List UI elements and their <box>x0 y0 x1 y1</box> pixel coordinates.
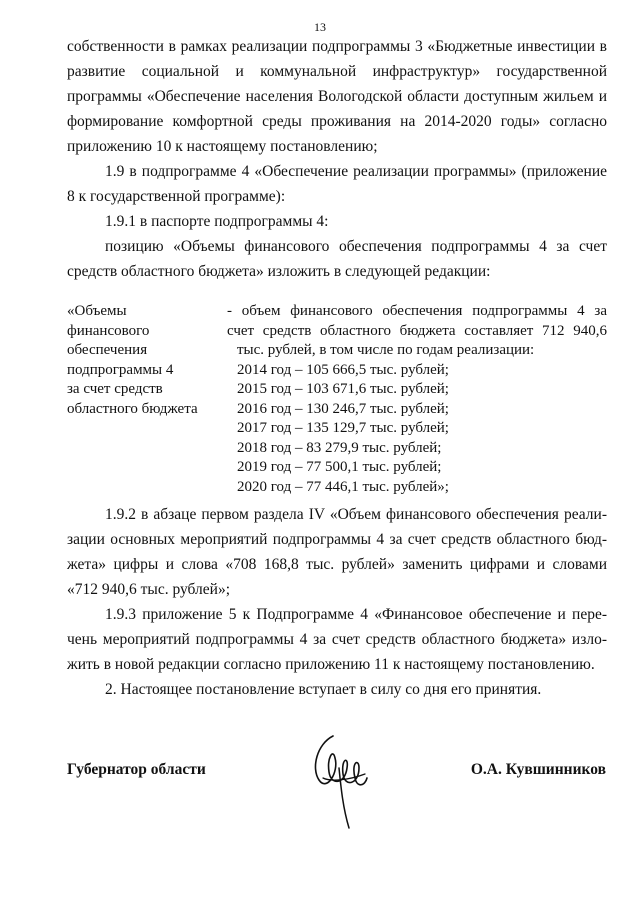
page-number: 13 <box>314 20 326 34</box>
table-label-line: подпрограммы 4 <box>67 361 174 378</box>
table-label-line: за счет средств <box>67 381 163 397</box>
text-line: 8 к государственной программе): <box>67 188 286 205</box>
text-line: «712 940,6 тыс. рублей»; <box>67 581 230 598</box>
funding-table-value <box>227 302 607 497</box>
text-line: программы «Обеспечение населения Вологодской области доступным жильем и <box>67 88 607 105</box>
signatory-name: О.А. Кувшинников <box>470 761 606 778</box>
table-label-line: финансового <box>67 322 150 339</box>
table-label-line: обеспечения <box>67 342 148 358</box>
table-value-line: счет средств областного бюджета составляет 712 940,6 <box>227 322 607 339</box>
text-line: 1.9.1 в паспорте подпрограммы 4: <box>105 213 329 230</box>
text-line: приложению 10 к настоящему постановлению; <box>67 138 378 155</box>
table-value-line: тыс. рублей, в том числе по годам реализации: <box>237 342 535 358</box>
text-line: формирование комфортной среды проживания на 2014-2020 годы» согласно <box>67 113 607 130</box>
text-line: жета» цифры и слова «708 168,8 тыс. рублей» заменить цифрами и словами <box>67 556 607 573</box>
text-line: зации основных мероприятий подпрограммы 4 за счет средств областного бюд- <box>67 531 607 548</box>
text-line: 1.9 в подпрограмме 4 «Обеспечение реализации программы» (приложение <box>105 163 607 180</box>
table-value-line: 2019 год – 77 500,1 тыс. рублей; <box>237 459 442 475</box>
table-value-line: 2014 год – 105 666,5 тыс. рублей; <box>237 361 449 378</box>
table-label-line: областного бюджета <box>67 400 198 417</box>
text-line: 1.9.3 приложение 5 к Подпрограмме 4 «Финансовое обеспечение и пере- <box>105 606 607 623</box>
text-line: 2. Настоящее постановление вступает в силу со дня его принятия. <box>105 681 542 698</box>
body-text-top <box>67 34 607 284</box>
text-line: развитие социальной и коммунальной инфраструктур» государственной <box>67 63 607 80</box>
table-label-line: «Объемы <box>67 303 127 319</box>
text-line: средств областного бюджета» изложить в следующей редакции: <box>67 263 491 280</box>
signatory-title: Губернатор области <box>67 761 206 778</box>
funding-table-label <box>67 302 227 419</box>
text-line: жить в новой редакции согласно приложению 11 к настоящему постановлению. <box>67 656 595 673</box>
table-value-line: 2017 год – 135 129,7 тыс. рублей; <box>237 420 449 436</box>
table-value-line: 2015 год – 103 671,6 тыс. рублей; <box>237 381 449 397</box>
text-line: 1.9.2 в абзаце первом раздела IV «Объем финансового обеспечения реали- <box>105 506 607 523</box>
table-value-line: 2020 год – 77 446,1 тыс. рублей»; <box>237 478 449 495</box>
table-value-line: 2018 год – 83 279,9 тыс. рублей; <box>237 439 442 456</box>
table-value-line: 2016 год – 130 246,7 тыс. рублей; <box>237 400 449 417</box>
body-text-bottom <box>67 502 607 702</box>
text-line: позицию «Объемы финансового обеспечения подпрограммы 4 за счет <box>105 238 607 255</box>
text-line: чень мероприятий подпрограммы 4 за счет средств областного бюджета» изло- <box>67 631 607 648</box>
table-value-line: - объем финансового обеспечения подпрограммы 4 за <box>227 303 607 319</box>
handwritten-signature-icon <box>305 728 375 833</box>
text-line: собственности в рамках реализации подпрограммы 3 «Бюджетные инвестиции в <box>67 38 607 55</box>
